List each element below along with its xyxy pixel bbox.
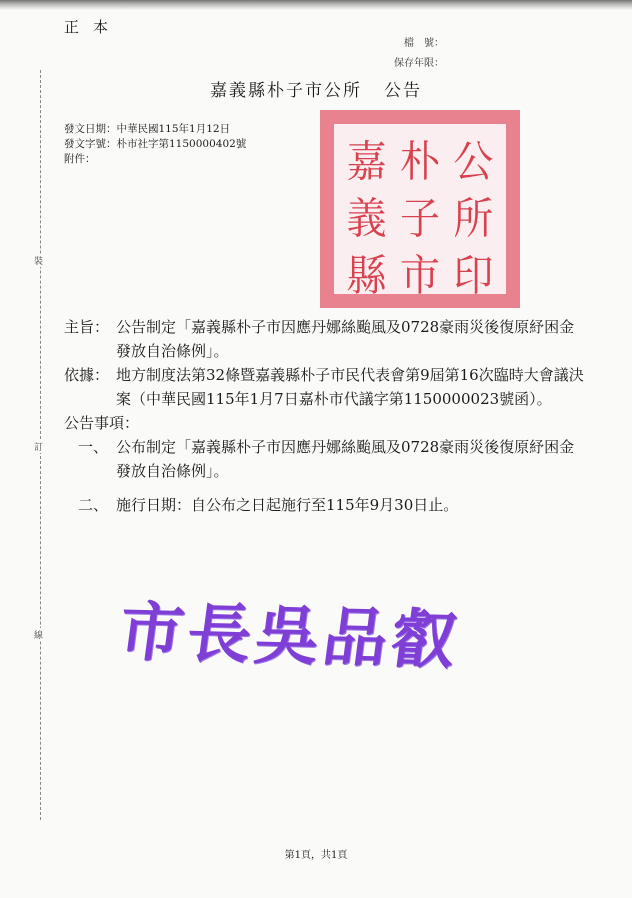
seal-char: 所: [453, 194, 494, 245]
file-number-label: 檔 號：: [404, 38, 444, 49]
seal-char: 公: [453, 137, 494, 188]
basis-text: 地方制度法第32條暨嘉義縣朴子市民代表會第9屆第16次臨時大會議決案（中華民國115年1月7日嘉朴市代議字第1150000023號函）。: [116, 366, 584, 408]
copy-mark: 正本: [64, 18, 123, 36]
notice-kind: 公告: [384, 81, 422, 101]
subject-section: [64, 315, 584, 363]
seal-char: 子: [399, 194, 440, 245]
scan-edge: [0, 0, 632, 10]
notice-item-text: 施行日期：自公布之日起施行至115年9月30日止。: [116, 496, 459, 514]
issue-date: 發文日期：中華民國115年1月12日: [64, 123, 231, 135]
seal-char: 義: [346, 194, 387, 245]
document-number: 發文字號：朴市社字第1150000402號: [64, 138, 247, 150]
notice-item-number: 二、: [78, 496, 109, 514]
subject-label: 主旨：: [64, 318, 110, 336]
document-body: [64, 315, 584, 517]
office-name: 嘉義縣朴子市公所: [210, 81, 362, 101]
document-title: [0, 76, 632, 101]
binding-label-xian: 線: [34, 628, 43, 641]
notice-item-text: 公布制定「嘉義縣朴子市因應丹娜絲颱風及0728豪雨災後復原紓困金發放自治條例」。: [116, 438, 575, 480]
binding-label-zhuang: 裝: [34, 254, 43, 267]
basis-label: 依據：: [64, 366, 110, 384]
notice-items-label: 公告事項：: [64, 414, 140, 432]
mayor-signature-stamp: 市長吳品叡: [114, 594, 465, 679]
notice-item: [64, 435, 584, 483]
notice-item: [64, 493, 584, 517]
page-number: 第1頁，共1頁: [284, 850, 348, 861]
attachment-label: 附件：: [64, 153, 96, 165]
document-info: [64, 122, 246, 167]
official-seal: [320, 110, 520, 308]
notice-item-number: 一、: [78, 438, 109, 456]
seal-char: 市: [399, 251, 440, 302]
seal-char: 印: [453, 251, 494, 302]
seal-char: 朴: [399, 137, 440, 188]
retention-label: 保存年限：: [394, 58, 444, 69]
seal-inner: [334, 124, 506, 302]
basis-section: [64, 363, 584, 411]
binding-label-ding: 訂: [34, 440, 43, 453]
subject-text: 公告制定「嘉義縣朴子市因應丹娜絲颱風及0728豪雨災後復原紓困金發放自治條例」。: [116, 318, 575, 360]
seal-char: 縣: [346, 251, 387, 302]
seal-char: 嘉: [346, 137, 387, 188]
